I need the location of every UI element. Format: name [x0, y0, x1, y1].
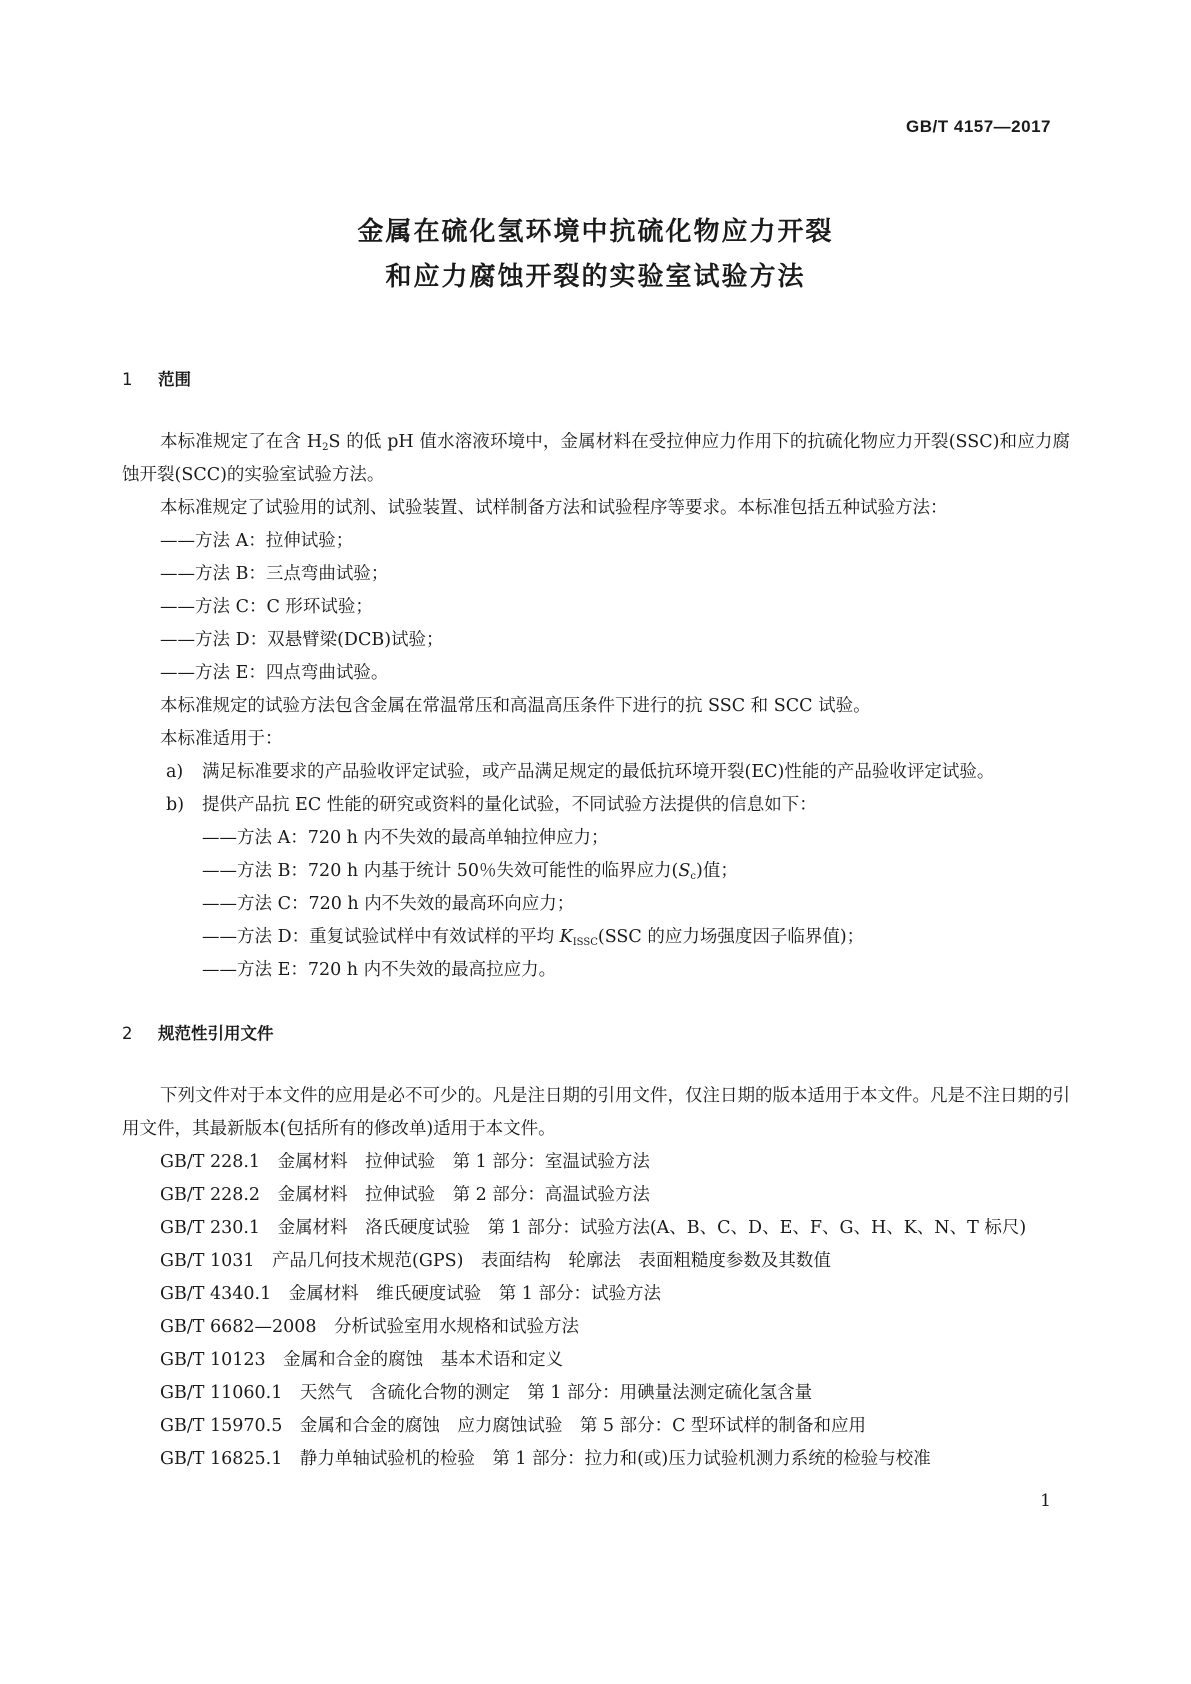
- info-item-method-a: ——方法 A：720 h 内不失效的最高单轴拉伸应力；: [202, 828, 609, 848]
- info-item-method-e: ——方法 E：720 h 内不失效的最高拉应力。: [202, 960, 557, 980]
- page-number: 1: [1040, 1491, 1051, 1511]
- reference-item: GB/T 10123 金属和合金的腐蚀 基本术语和定义: [160, 1350, 564, 1370]
- section-title: 规范性引用文件: [158, 1024, 274, 1043]
- reference-item: GB/T 230.1 金属材料 洛氏硬度试验 第 1 部分：试验方法(A、B、C、D、E、F、G、H、K、N、T 标尺): [160, 1218, 1027, 1238]
- info-item-method-b: ——方法 B：720 h 内基于统计 50％失效可能性的临界应力$(S_c)$值；: [202, 861, 738, 882]
- standard-code: GB/T 4157—2017: [906, 117, 1051, 136]
- reference-item: GB/T 1031 产品几何技术规范(GPS) 表面结构 轮廓法 表面粗糙度参数及其数值: [160, 1251, 831, 1271]
- document-body: [122, 363, 1070, 1476]
- document-title: [0, 210, 1191, 300]
- method-list-item: ——方法 A：拉伸试验；: [160, 531, 354, 551]
- section-number: 1: [122, 370, 133, 389]
- reference-item: GB/T 16825.1 静力单轴试验机的检验 第 1 部分：拉力和(或)压力试验机测力系统的检验与校准: [160, 1449, 931, 1469]
- title-line-1: 金属在硫化氢环境中抗硫化物应力开裂: [357, 217, 834, 247]
- scope-paragraph-1: 本标准规定了在含 $H_2S$ 的低 pH 值水溶液环境中，金属材料在受拉伸应力作用下的抗硫化物应力开裂(SSC)和应力腐蚀开裂(SCC)的实验室试验方法。: [122, 432, 1070, 485]
- scope-paragraph-3: 本标准规定的试验方法包含金属在常温常压和高温高压条件下进行的抗 SSC 和 SCC 试验。: [160, 696, 871, 716]
- method-list-item: ——方法 C：C 形环试验；: [160, 597, 373, 617]
- title-line-2: 和应力腐蚀开裂的实验室试验方法: [385, 262, 806, 292]
- section-heading-scope: [122, 363, 1070, 396]
- section-title: 范围: [158, 370, 191, 389]
- reference-item: GB/T 15970.5 金属和合金的腐蚀 应力腐蚀试验 第 5 部分：C 型环试样的制备和应用: [160, 1416, 867, 1436]
- scope-paragraph-4: 本标准适用于：: [160, 729, 283, 749]
- reference-item: GB/T 11060.1 天然气 含硫化合物的测定 第 1 部分：用碘量法测定硫化氢含量: [160, 1383, 813, 1403]
- references-intro: 下列文件对于本文件的应用是必不可少的。凡是注日期的引用文件，仅注日期的版本适用于本文件。凡是不注日期的引用文件，其最新版本(包括所有的修改单)适用于本文件。: [122, 1086, 1070, 1139]
- info-item-method-d: ——方法 D：重复试验试样中有效试样的平均 $K_{ISSC}(SSC$ 的应力场强度因子临界值)；: [202, 927, 865, 948]
- method-list-item: ——方法 D：双悬臂梁(DCB)试验；: [160, 630, 444, 650]
- method-list-item: ——方法 B：三点弯曲试验；: [160, 564, 389, 584]
- method-list-item: ——方法 E：四点弯曲试验。: [160, 663, 389, 683]
- list-item-b: b) 提供产品抗 EC 性能的研究或资料的量化试验，不同试验方法提供的信息如下：: [166, 795, 817, 815]
- info-item-method-c: ——方法 C：720 h 内不失效的最高环向应力；: [202, 894, 575, 914]
- reference-item: GB/T 4340.1 金属材料 维氏硬度试验 第 1 部分：试验方法: [160, 1284, 661, 1304]
- reference-item: GB/T 6682—2008 分析试验室用水规格和试验方法: [160, 1317, 580, 1337]
- list-item-a: a) 满足标准要求的产品验收评定试验，或产品满足规定的最低抗环境开裂(EC)性能的产品验收评定试验。: [166, 762, 995, 782]
- section-number: 2: [122, 1024, 133, 1043]
- scope-paragraph-2: 本标准规定了试验用的试剂、试验装置、试样制备方法和试验程序等要求。本标准包括五种试验方法：: [160, 498, 948, 518]
- reference-item: GB/T 228.1 金属材料 拉伸试验 第 1 部分：室温试验方法: [160, 1152, 650, 1172]
- reference-item: GB/T 228.2 金属材料 拉伸试验 第 2 部分：高温试验方法: [160, 1185, 650, 1205]
- section-heading-normative-references: [122, 1017, 1070, 1050]
